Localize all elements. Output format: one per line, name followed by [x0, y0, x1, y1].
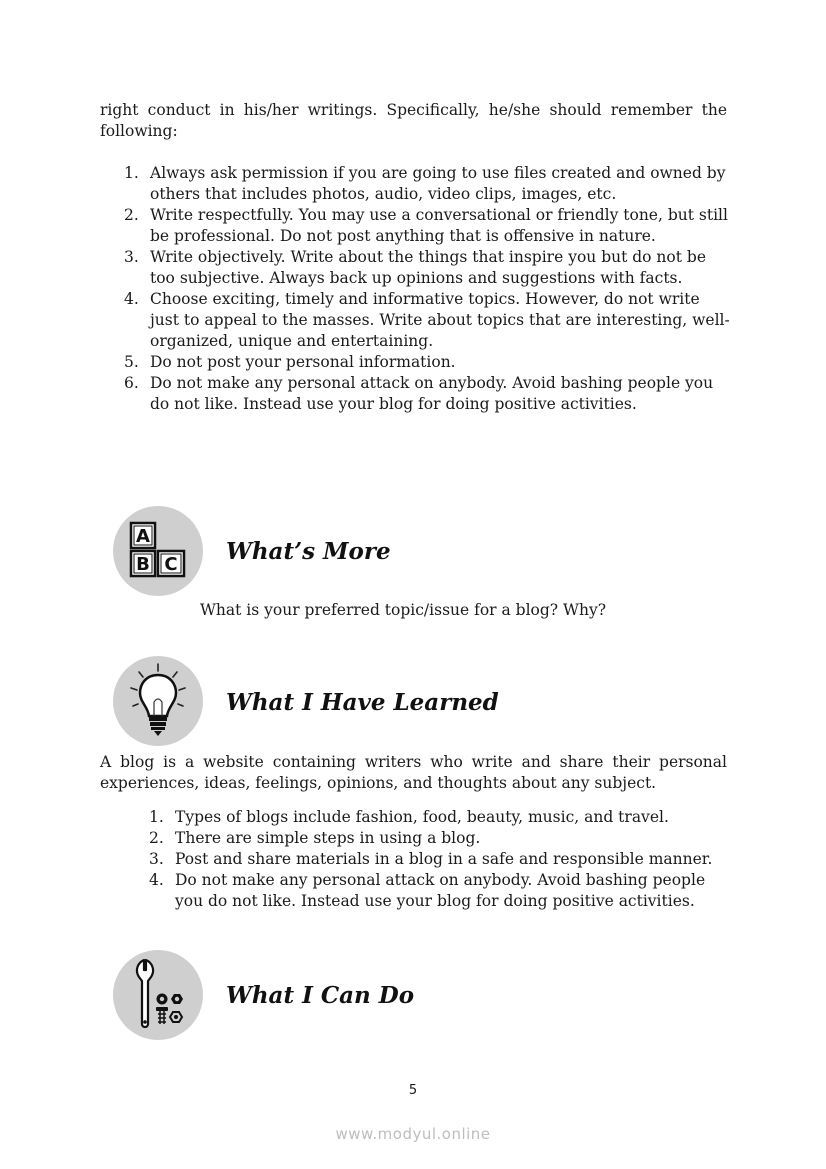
- learned-list: [149, 807, 735, 912]
- lightbulb-icon: [113, 656, 203, 746]
- list-item: 4. Do not make any personal attack on anybody. Avoid bashing people you do not like. Instead use your blog for doing positive activities.: [149, 871, 706, 910]
- list-item: 1. Types of blogs include fashion, food, beauty, music, and travel.: [149, 808, 669, 826]
- list-item: 6. Do not make any personal attack on anybody. Avoid bashing people you do not like. Instead use your blog for doing positive activities.: [124, 374, 714, 413]
- whats-more-title: What’s More: [226, 538, 391, 565]
- page-number: 5: [408, 1083, 418, 1098]
- watermark: www.modyul.online: [335, 1125, 491, 1143]
- wrench-tools-icon: [113, 950, 203, 1040]
- list-item: 3. Post and share materials in a blog in a safe and responsible manner.: [149, 850, 713, 868]
- list-item: 3. Write objectively. Write about the things that inspire you but do not be too subjective. Always back up opinions and suggestions with facts.: [124, 248, 706, 287]
- what-i-have-learned-title: What I Have Learned: [226, 689, 499, 716]
- list-item: 4. Choose exciting, timely and informative topics. However, do not write just to appeal to the masses. Write about topics that are interesting, well-organized, unique and entertaining.: [124, 290, 730, 350]
- blog-topic-question: What is your preferred topic/issue for a blog? Why?: [200, 601, 607, 619]
- list-item: 5. Do not post your personal information.: [124, 353, 456, 371]
- svg-text:A: A: [136, 526, 150, 547]
- intro-paragraph: right conduct in his/her writings. Specifically, he/she should remember the following:: [100, 101, 727, 140]
- guidelines-list: [124, 163, 730, 415]
- what-i-can-do-title: What I Can Do: [226, 982, 415, 1009]
- list-item: 2. Write respectfully. You may use a conversational or friendly tone, but still be professional. Do not post anything that is offensive in nature.: [124, 206, 728, 245]
- abc-blocks-icon: [113, 506, 203, 596]
- svg-text:C: C: [164, 554, 178, 575]
- svg-text:B: B: [136, 554, 150, 575]
- list-item: 1. Always ask permission if you are going to use files created and owned by others that includes photos, audio, video clips, images, etc.: [124, 164, 726, 203]
- list-item: 2. There are simple steps in using a blog.: [149, 829, 481, 847]
- learned-paragraph: A blog is a website containing writers who write and share their personal experiences, ideas, feelings, opinions, and thoughts about any subject.: [100, 753, 727, 792]
